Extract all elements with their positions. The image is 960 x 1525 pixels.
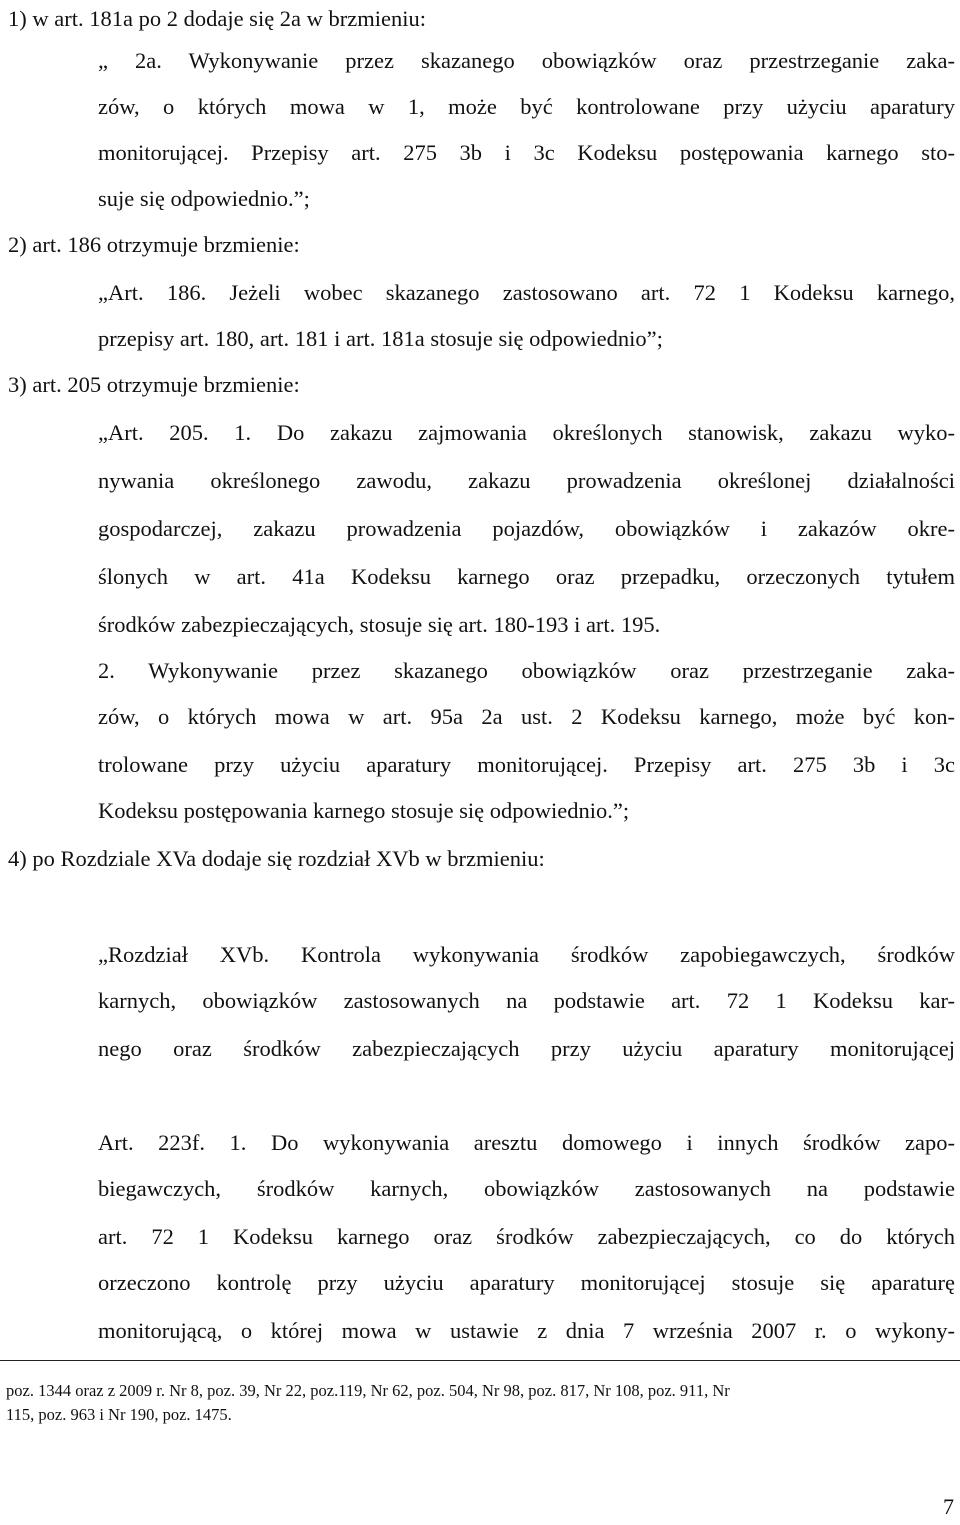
text-line: karnych, obowiązków zastosowanych na podstawie art. 72 1 Kodeksu kar- [98,988,955,1013]
text-line: monitorującą, o której mowa w ustawie z dnia 7 września 2007 r. o wykony- [98,1318,955,1343]
text-line: 3) art. 205 otrzymuje brzmienie: [8,372,300,397]
text-line: Kodeksu postępowania karnego stosuje się odpowiednio.”; [98,798,630,823]
text-line: 4) po Rozdziale XVa dodaje się rozdział XVb w brzmieniu: [8,846,545,871]
footnote-line: 115, poz. 963 i Nr 190, poz. 1475. [6,1405,232,1424]
text-line: 2) art. 186 otrzymuje brzmienie: [8,232,300,257]
text-line: biegawczych, środków karnych, obowiązków zastosowanych na podstawie [98,1176,955,1201]
text-line: gospodarczej, zakazu prowadzenia pojazdów, obowiązków i zakazów okre- [98,516,955,541]
text-line: środków zabezpieczających, stosuje się art. 180-193 i art. 195. [98,612,661,637]
text-line: nego oraz środków zabezpieczających przy użyciu aparatury monitorującej [98,1036,955,1061]
text-line: trolowane przy użyciu aparatury monitorującej. Przepisy art. 275 3b i 3c [98,752,955,777]
text-line: monitorującej. Przepisy art. 275 3b i 3c Kodeksu postępowania karnego sto- [98,140,955,165]
text-line: Art. 223f. 1. Do wykonywania aresztu domowego i innych środków zapo- [98,1130,955,1155]
footnote-separator [0,1360,960,1361]
text-line: „Art. 205. 1. Do zakazu zajmowania określonych stanowisk, zakazu wyko- [98,420,955,445]
text-line: „Rozdział XVb. Kontrola wykonywania środków zapobiegawczych, środków [98,942,955,967]
text-line: suje się odpowiednio.”; [98,186,310,211]
footnote-line: poz. 1344 oraz z 2009 r. Nr 8, poz. 39, Nr 22, poz.119, Nr 62, poz. 504, Nr 98, poz. 817, Nr 108, poz. 911, Nr [6,1381,730,1400]
text-line: 2. Wykonywanie przez skazanego obowiązków oraz przestrzeganie zaka- [98,658,955,683]
text-line: orzeczono kontrolę przy użyciu aparatury monitorującej stosuje się aparaturę [98,1270,955,1295]
text-line: ślonych w art. 41a Kodeksu karnego oraz przepadku, orzeczonych tytułem [98,564,955,589]
text-line: przepisy art. 180, art. 181 i art. 181a stosuje się odpowiednio”; [98,326,663,351]
text-line: zów, o których mowa w 1, może być kontrolowane przy użyciu aparatury [98,94,955,119]
text-line: „Art. 186. Jeżeli wobec skazanego zastosowano art. 72 1 Kodeksu karnego, [98,280,955,305]
text-line: 1) w art. 181a po 2 dodaje się 2a w brzmieniu: [8,6,427,31]
text-line: „ 2a. Wykonywanie przez skazanego obowiązków oraz przestrzeganie zaka- [98,48,955,73]
text-line: art. 72 1 Kodeksu karnego oraz środków zabezpieczających, co do których [98,1224,955,1249]
text-line: zów, o których mowa w art. 95a 2a ust. 2 Kodeksu karnego, może być kon- [98,704,955,729]
page-number: 7 [943,1494,954,1519]
text-line: nywania określonego zawodu, zakazu prowadzenia określonej działalności [98,468,955,493]
